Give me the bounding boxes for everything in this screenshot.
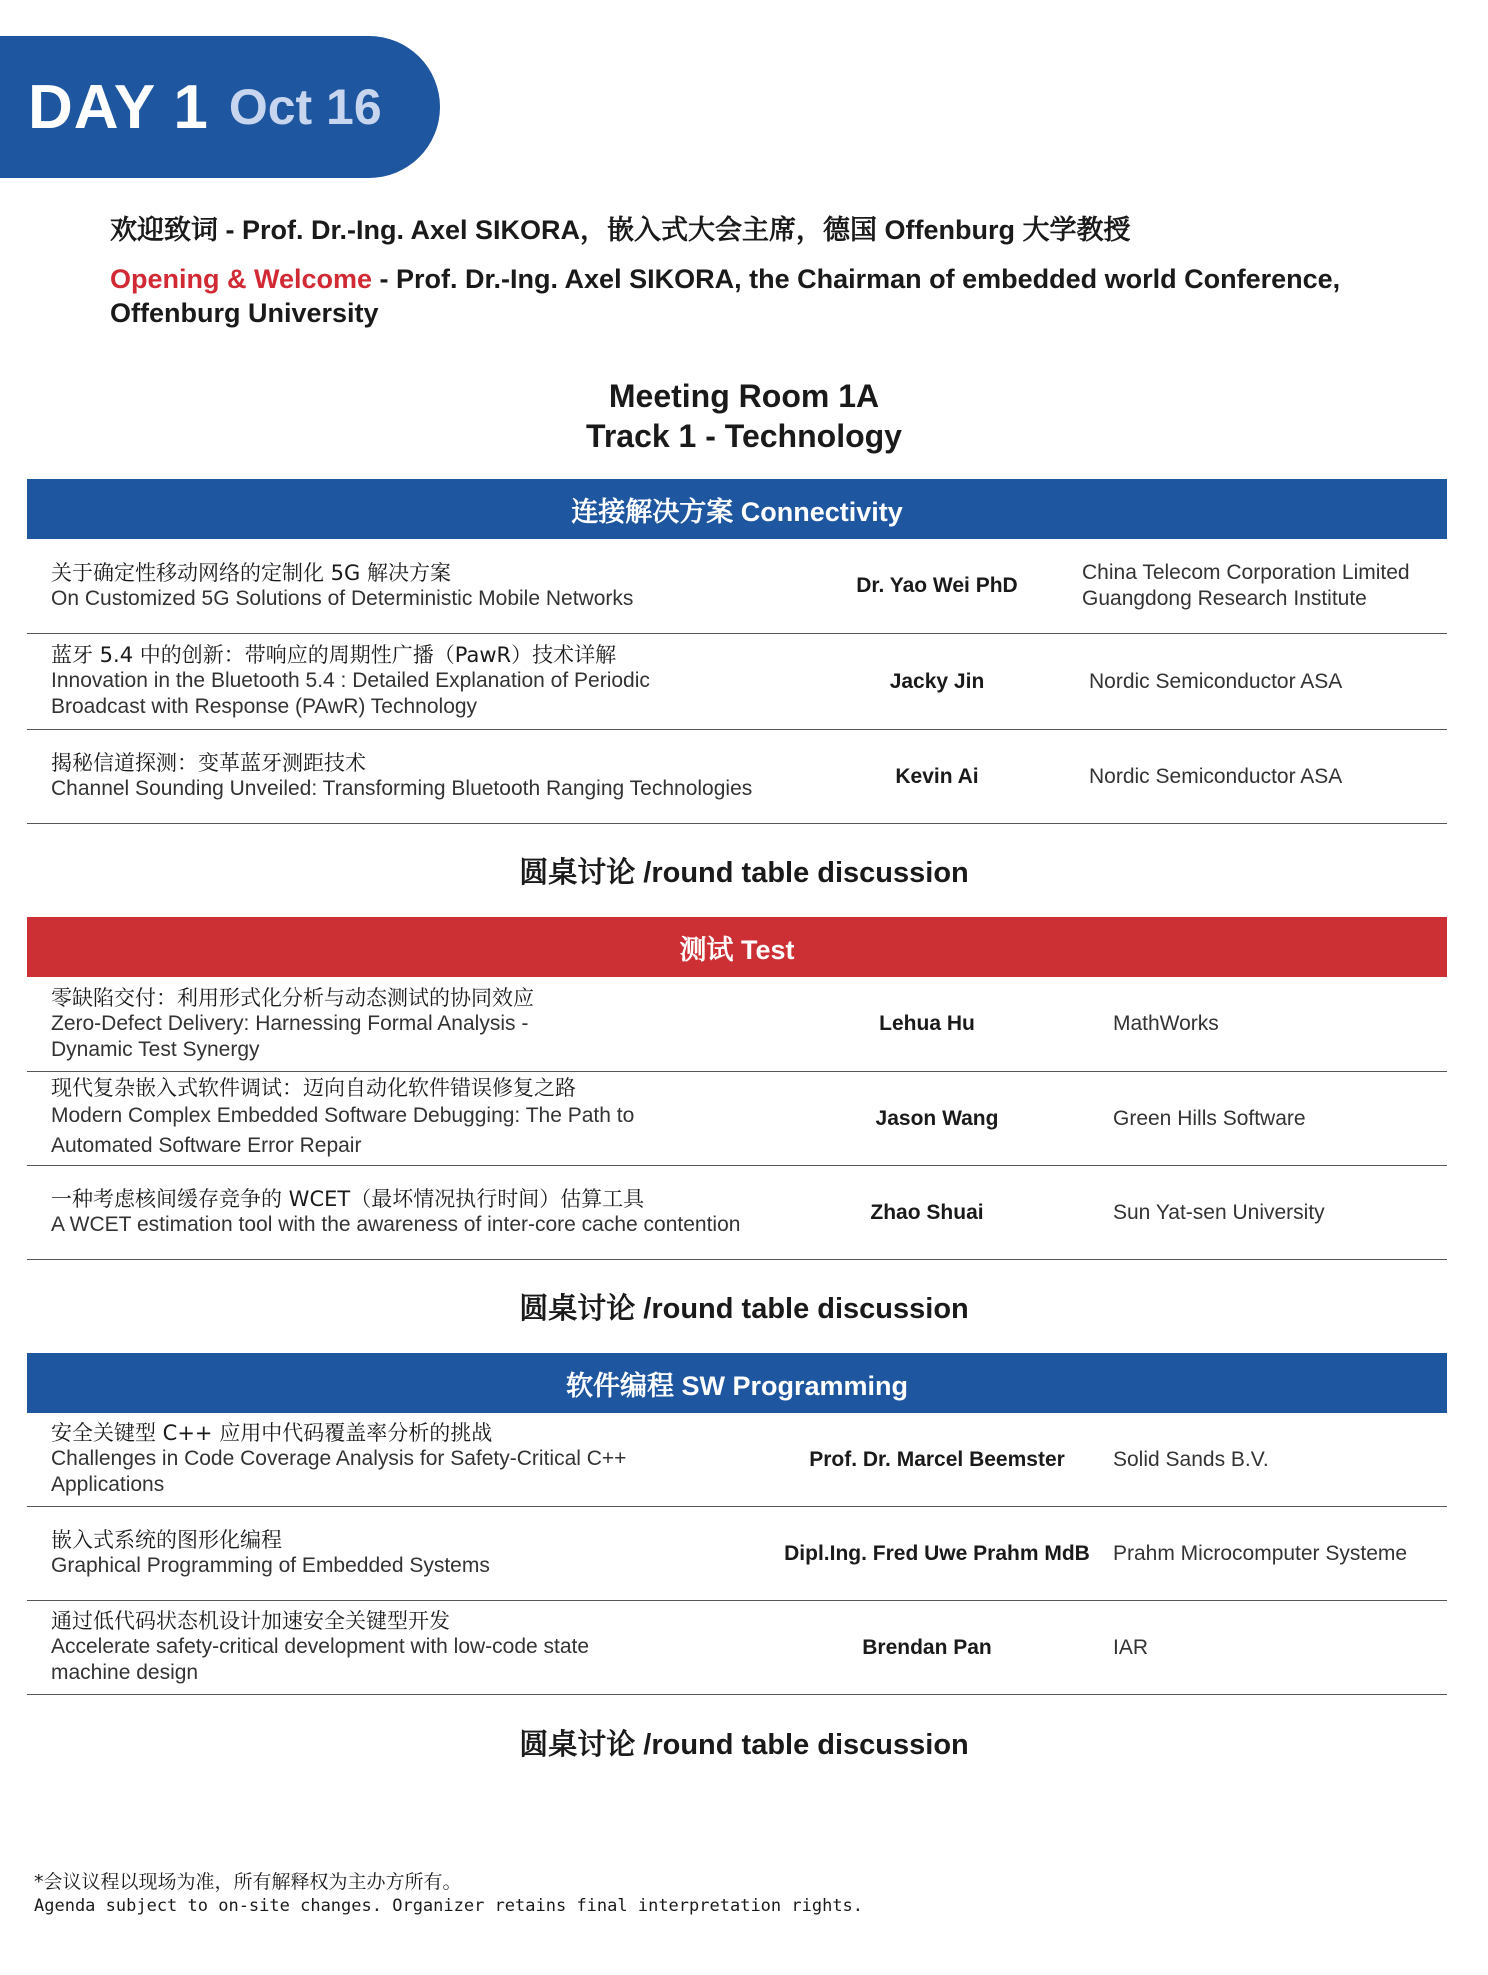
welcome-en-highlight: Opening & Welcome [110,264,373,294]
topic-en: Innovation in the Bluetooth 5.4 : Detailed Explanation of Periodic Broadcast with Response (PAwR) Technology [51,669,650,718]
welcome-en [110,262,1410,330]
topic-cn: 通过低代码状态机设计加速安全关键型开发 [51,1609,450,1633]
speaker-org: MathWorks [1113,1012,1219,1035]
track-title: Track 1 - Technology [586,418,902,454]
session-row [27,1507,1447,1601]
welcome-block [110,210,1410,330]
speaker-name: Prof. Dr. Marcel Beemster [809,1447,1065,1471]
session-topic [51,1601,791,1694]
topic-cn: 嵌入式系统的图形化编程 [51,1528,282,1552]
footer-en: Agenda subject to on-site changes. Organizer retains final interpretation rights. [34,1896,864,1916]
topic-en: Challenges in Code Coverage Analysis for Safety-Critical C++ Applications [51,1447,627,1496]
session-topic [51,977,791,1071]
day-date: Oct 16 [228,79,382,135]
topic-en: Modern Complex Embedded Software Debugging: The Path to Automated Software Error Repair [51,1104,635,1157]
speaker-name: Brendan Pan [862,1635,992,1659]
day-banner [0,36,440,178]
section-header-sw-programming: 软件编程 SW Programming [27,1353,1447,1413]
speaker-org: Prahm Microcomputer Systeme [1113,1541,1408,1565]
welcome-cn: 欢迎致词 - Prof. Dr.-Ing. Axel SIKORA，嵌入式大会主席，德国 Offenburg 大学教授 [110,215,1131,245]
session-topic [51,1413,791,1506]
room-title: Meeting Room 1A [608,378,880,414]
session-row [27,977,1447,1072]
topic-cn: 零缺陷交付：利用形式化分析与动态测试的协同效应 [51,985,534,1010]
topic-cn: 一种考虑核间缓存竞争的 WCET（最坏情况执行时间）估算工具 [51,1187,645,1211]
roundtable-label: 圆桌讨论 /round table discussion [519,857,969,889]
welcome-en-rest: - Prof. Dr.-Ing. Axel SIKORA, the Chairman of embedded world Conference, Offenburg University [110,264,1341,328]
speaker-org: IAR [1113,1635,1149,1659]
speaker-name: Zhao Shuai [870,1200,984,1224]
session-topic [51,634,791,729]
footer-note [34,1870,863,1918]
session-row [27,1166,1447,1260]
session-row [27,1413,1447,1507]
session-row [27,1072,1447,1166]
topic-en: Graphical Programming of Embedded Systems [51,1554,490,1577]
topic-cn: 蓝牙 5.4 中的创新：带响应的周期性广播（PawR）技术详解 [51,643,617,667]
speaker-org: Solid Sands B.V. [1113,1447,1269,1471]
topic-en: Channel Sounding Unveiled: Transforming Bluetooth Ranging Technologies [51,777,753,800]
day-label: DAY 1 [28,72,209,142]
session-topic [51,1072,791,1165]
speaker-name: Dr. Yao Wei PhD [856,574,1018,597]
speaker-org: Sun Yat-sen University [1113,1200,1325,1224]
speaker-org: Nordic Semiconductor ASA [1089,669,1343,693]
topic-cn: 现代复杂嵌入式软件调试：迈向自动化软件错误修复之路 [51,1076,576,1100]
roundtable-label: 圆桌讨论 /round table discussion [519,1293,969,1325]
topic-en: Zero-Defect Delivery: Harnessing Formal Analysis - Dynamic Test Synergy [51,1011,529,1061]
session-topic [51,539,791,633]
session-row [27,539,1447,634]
topic-en: A WCET estimation tool with the awareness of inter-core cache contention [51,1213,741,1236]
topic-en: Accelerate safety-critical development with low-code state machine design [51,1635,590,1684]
topic-cn: 关于确定性移动网络的定制化 5G 解决方案 [51,560,451,585]
speaker-name: Kevin Ai [895,764,979,788]
session-row [27,634,1447,730]
topic-en: On Customized 5G Solutions of Deterministic Mobile Networks [51,586,634,610]
speaker-name: Dipl.Ing. Fred Uwe Prahm MdB [784,1541,1090,1565]
session-row [27,1601,1447,1695]
section-header-test: 测试 Test [27,917,1447,977]
session-row [27,730,1447,824]
speaker-org: China Telecom Corporation Limited Guangdong Research Institute [1082,561,1410,610]
speaker-org: Green Hills Software [1113,1106,1306,1130]
footer-cn: *会议议程以现场为准，所有解释权为主办方所有。 [34,1871,462,1893]
section-header-connectivity: 连接解决方案 Connectivity [27,479,1447,539]
speaker-name: Jason Wang [875,1106,999,1130]
roundtable-label: 圆桌讨论 /round table discussion [519,1729,969,1761]
session-topic [51,730,791,823]
speaker-name: Lehua Hu [879,1012,975,1035]
speaker-org: Nordic Semiconductor ASA [1089,764,1343,788]
session-topic [51,1507,791,1600]
topic-cn: 安全关键型 C++ 应用中代码覆盖率分析的挑战 [51,1421,493,1445]
session-topic [51,1166,791,1259]
speaker-name: Jacky Jin [889,669,985,693]
topic-cn: 揭秘信道探测：变革蓝牙测距技术 [51,751,366,775]
